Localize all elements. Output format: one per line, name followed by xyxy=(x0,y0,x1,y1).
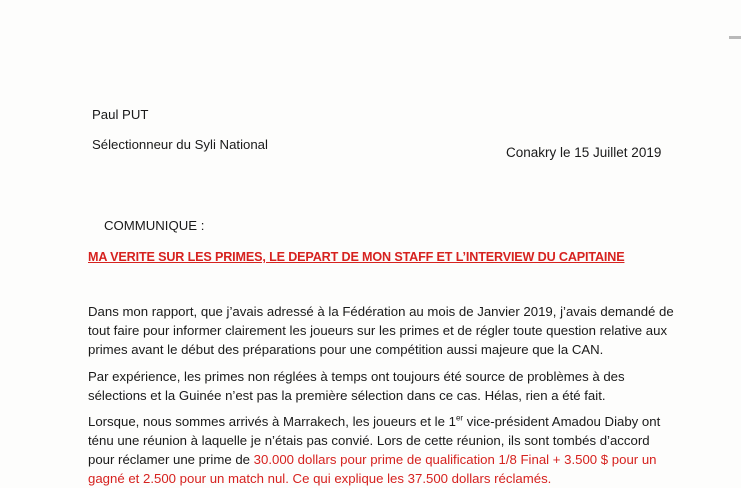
paragraph-2 xyxy=(88,367,654,405)
paragraph-line: primes avant le début des préparations pour une compétition aussi majeure que la CAN. xyxy=(88,342,604,357)
paragraph-line: Dans mon rapport, que j’avais adressé à la Fédération au mois de Janvier 2019, j’avais demandé de xyxy=(88,304,674,319)
sender-name: Paul PUT xyxy=(92,107,149,122)
sender-role: Sélectionneur du Syli National xyxy=(92,137,268,152)
paragraph-line: Par expérience, les primes non réglées à temps ont toujours été source de problèmes à des xyxy=(88,369,625,384)
superscript: er xyxy=(455,413,464,423)
headline: MA VERITE SUR LES PRIMES, LE DEPART DE MON STAFF ET L’INTERVIEW DU CAPITAINE xyxy=(88,250,625,264)
place-date: Conakry le 15 Juillet 2019 xyxy=(506,145,662,160)
paragraph-line: ténu une réunion à laquelle je n’étais pas convié. Lors de cette réunion, ils sont tombés d’accord xyxy=(88,433,650,448)
line-text: Lorsque, nous sommes arrivés à Marrakech, les joueurs et le 1 xyxy=(88,414,456,429)
highlighted-amount: 30.000 dollars pour prime de qualification 1/8 Final + 3.500 $ pour un xyxy=(253,452,657,467)
paragraph-1 xyxy=(88,302,674,359)
line-text: vice-président Amadou Diaby ont xyxy=(463,414,661,429)
scan-edge-mark xyxy=(729,36,741,39)
paragraph-3 xyxy=(88,412,661,488)
paragraph-line xyxy=(88,450,657,469)
paragraph-line xyxy=(88,412,661,431)
communique-label: COMMUNIQUE : xyxy=(104,218,205,233)
paragraph-line: sélections et la Guinée n’est pas la première sélection dans ce cas. Hélas, rien a été fait. xyxy=(88,388,606,403)
highlighted-amount: gagné et 2.500 pour un match nul. Ce qui explique les 37.500 dollars réclamés. xyxy=(88,471,552,486)
paragraph-line: tout faire pour informer clairement les joueurs sur les primes et de régler toute question relative aux xyxy=(88,323,668,338)
line-text: pour réclamer une prime de xyxy=(88,452,254,467)
